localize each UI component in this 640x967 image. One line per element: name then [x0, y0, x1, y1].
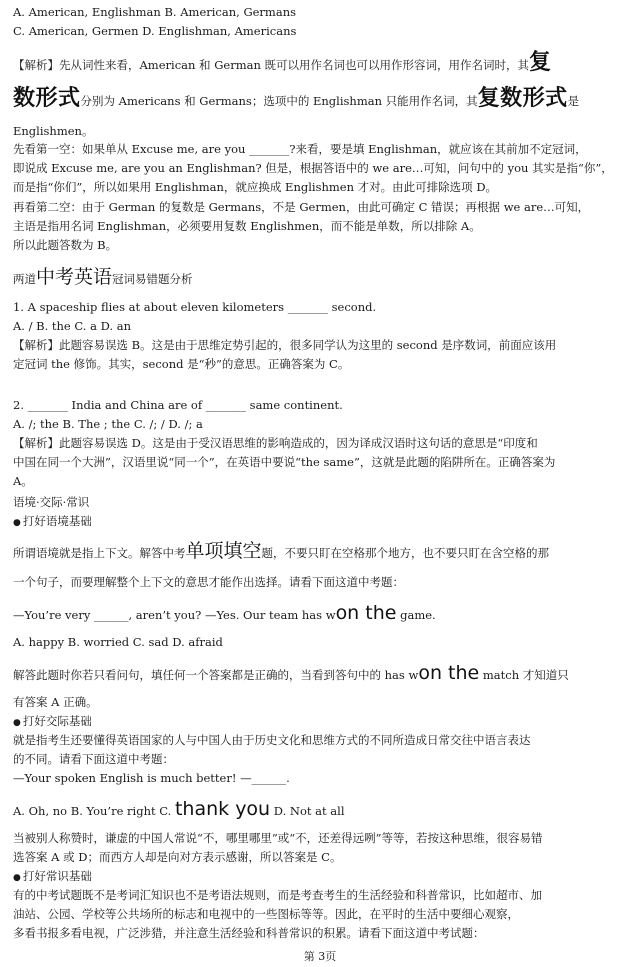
communication-explain-line-1: 当被别人称赞时，谦虚的中国人常说“不，哪里哪里”或“不，还差得远咧”等等，若按这种思维，很容易错 [13, 831, 543, 845]
example-2-options-big: thank you [174, 798, 271, 820]
context-explain-line-1 [13, 664, 569, 684]
prev-analysis-big-text: 复 [529, 50, 552, 75]
prev-analysis-line-9: 所以此题答数为 B。 [13, 238, 118, 252]
communication-para-line-1: 就是指考生还要懂得英语国家的人与中国人由于历史文化和思维方式的不同所造成日常交往中语言表达 [13, 733, 531, 747]
prev-analysis-text: 【解析】先从词性来看，American 和 German 既可以用作名词也可以用作形容词，用作名词时，其 [13, 58, 530, 72]
context-explain-big: on the [418, 662, 480, 684]
prev-analysis-line-7: 再看第二空：由于 German 的复数是 Germans，不是 Germen，由此可确定 C 错误；再根据 we are…可知， [13, 200, 590, 214]
q1-stem: 1. A spaceship flies at about eleven kilometers _______ second. [13, 300, 377, 314]
context-para-line-2: 一个句子，而要理解整个上下文的意思才能作出选择。请看下面这道中考题： [13, 575, 404, 589]
prev-analysis-line-5: 即说成 Excuse me, are you an Englishman? 但是，根据答语中的 we are…可知，问句中的 you 其实是指“你”， [13, 161, 613, 175]
context-explain-line-2: 有答案 A 正确。 [13, 695, 98, 709]
q1-analysis-line-1: 【解析】此题容易误选 B。这是由于思维定势引起的，很多同学认为这里的 second 是序数词，前面应该用 [13, 338, 557, 352]
prev-analysis-line-4: 先看第一空：如果单从 Excuse me, are you _______?来看，要是填 Englishman，就应该在其前加不定冠词， [13, 142, 587, 156]
example-2-options-text: D. Not at all [270, 804, 345, 818]
example-1-text: —You’re very ______, aren’t you? —Yes. Our team has w [13, 608, 336, 622]
example-2-stem: —Your spoken English is much better! —______. [13, 771, 290, 785]
section-title-post: 冠词易错题分析 [112, 272, 193, 286]
section-title [13, 268, 193, 288]
page-number: 第 3页 [303, 950, 337, 963]
context-para-big: 单项填空 [185, 540, 262, 562]
prev-analysis-text: 是 [567, 94, 580, 108]
context-para-text: 题，不要只盯在空格那个地方，也不要只盯在含空格的那 [261, 546, 550, 560]
example-1-big: on the [335, 602, 397, 624]
example-1-stem [13, 604, 436, 624]
bullet-common-sense: ● 打好常识基础 [13, 867, 92, 887]
topic-heading: 语境·交际·常识 [13, 495, 90, 509]
communication-explain-line-2: 选答案 A 或 D；而西方人却是向对方表示感谢，所以答案是 C。 [13, 850, 342, 864]
example-1-text: game. [396, 608, 436, 622]
context-para-text: 所谓语境就是指上下文。解答中考 [13, 546, 186, 560]
q2-analysis-line-2: 中国在同一个大洲”，汉语里说“同一个”，在英语中要说“the same”，这就是此题的陷阱所在。正确答案为 [13, 455, 556, 469]
prev-analysis-big-text: 数形式 [13, 86, 81, 111]
prev-analysis-big-text: 复数形式 [477, 86, 568, 111]
q2-analysis-line-3: A。 [13, 474, 33, 488]
q1-options: A. / B. the C. a D. an [13, 319, 131, 333]
section-title-pre: 两道 [13, 272, 36, 286]
prev-question-options-line-1: A. American, Englishman B. American, Germans [13, 5, 296, 19]
bullet-context: ● 打好语境基础 [13, 512, 92, 532]
prev-analysis-line-6: 而是指“你们”，所以如果用 Englishman，就应换成 Englishmen 才对。由此可排除选项 D。 [13, 180, 498, 194]
communication-para-line-2: 的不同。请看下面这道中考题： [13, 752, 174, 766]
q2-options: A. /; the B. The ; the C. /; / D. /; a [13, 417, 203, 431]
q2-analysis-line-1: 【解析】此题容易误选 D。这是由于受汉语思维的影响造成的，因为译成汉语时这句话的意思是“印度和 [13, 436, 538, 450]
prev-analysis-line-8: 主语是指用名词 Englishman，必须要用复数 Englishmen，而不能是单数，所以排除 A。 [13, 219, 481, 233]
common-sense-para-line-2: 油站、公园、学校等公共场所的标志和电视中的一些图标等等。因此，在平时的生活中要细心观察， [13, 907, 519, 921]
example-2-options-text: A. Oh, no B. You’re right C. [13, 804, 175, 818]
prev-analysis-line-1 [13, 50, 552, 75]
bullet-communication: ● 打好交际基础 [13, 712, 92, 732]
example-1-options: A. happy B. worried C. sad D. afraid [13, 635, 223, 649]
common-sense-para-line-3: 多看书报多看电视，广泛涉猎，并注意生活经验和科普常识的积累。请看下面这道中考试题： [13, 926, 485, 940]
context-para-line-1 [13, 542, 549, 562]
prev-analysis-line-2 [13, 86, 580, 111]
q2-stem: 2. _______ India and China are of _______ same continent. [13, 398, 343, 412]
context-explain-text: 解答此题时你若只看问句，填任何一个答案都是正确的，当看到答句中的 has w [13, 668, 419, 682]
q1-analysis-line-2: 定冠词 the 修饰。其实，second 是“秒”的意思。正确答案为 C。 [13, 357, 350, 371]
example-2-options [13, 800, 345, 820]
prev-analysis-line-3: Englishmen。 [13, 124, 94, 138]
common-sense-para-line-1: 有的中考试题既不是考词汇知识也不是考语法规则，而是考查考生的生活经验和科普常识，比如超市、加 [13, 888, 542, 902]
section-title-big: 中考英语 [36, 266, 113, 288]
context-explain-text: match 才知道只 [479, 668, 569, 682]
prev-analysis-text: 分别为 Americans 和 Germans；选项中的 Englishman 只能用作名词，其 [80, 94, 478, 108]
prev-question-options-line-2: C. American, Germen D. Englishman, Americans [13, 24, 297, 38]
